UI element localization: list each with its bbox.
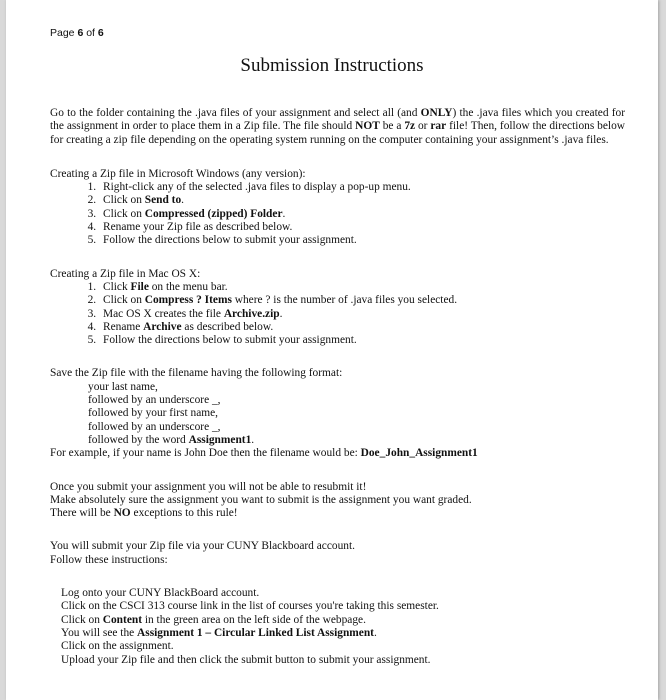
step-text: Right-click any of the selected .java files to display a pop-up menu. xyxy=(103,181,411,194)
bb-step: Click on the assignment. xyxy=(61,640,174,653)
step-text: as described below. xyxy=(181,320,274,333)
list-item xyxy=(99,281,625,294)
intro-paragraph xyxy=(50,107,625,147)
bb-step xyxy=(61,614,625,627)
document-body xyxy=(50,107,625,667)
bb-text: Click on xyxy=(61,613,103,626)
page-title: Submission Instructions xyxy=(240,55,424,76)
intro-text: file! Then, follow the directions below for creating a zip file depending on the operating system running on the computer containing your assignment’s .java files. xyxy=(50,120,626,146)
intro-bold: rar xyxy=(430,120,447,133)
submit-line: Follow these instructions: xyxy=(50,553,168,566)
step-text: Follow the directions below to submit your assignment. xyxy=(103,334,357,347)
naming-line: followed by your first name, xyxy=(88,407,219,420)
bb-text: . xyxy=(373,626,377,639)
naming-text: . xyxy=(251,433,255,446)
mac-steps xyxy=(50,281,625,347)
intro-text: Go to the folder containing the .java files of your assignment and select all (and xyxy=(50,107,421,119)
naming-line xyxy=(50,434,625,447)
page-number-total: 6 xyxy=(97,27,104,39)
page-number xyxy=(50,27,104,39)
bb-step: Click on the CSCI 313 course link in the list of courses you're taking this semester. xyxy=(61,600,439,613)
naming-heading: Save the Zip file with the filename having the following format: xyxy=(50,367,343,380)
page-number-prefix: Page xyxy=(50,27,78,39)
step-bold: Archive xyxy=(143,320,182,333)
intro-text: be a xyxy=(379,120,405,133)
example-filename: Doe_John_Assignment1 xyxy=(360,447,478,460)
step-text: Click on xyxy=(103,207,145,220)
warning-line: Make absolutely sure the assignment you want to submit is the assignment you want graded. xyxy=(50,493,472,506)
step-text: Rename your Zip file as described below. xyxy=(103,221,293,234)
list-item xyxy=(99,181,625,194)
list-item xyxy=(99,308,625,321)
step-text: . xyxy=(279,307,283,320)
step-text: where ? is the number of .java files you selected. xyxy=(231,294,458,307)
naming-line: your last name, xyxy=(88,380,158,393)
naming-line: followed by an underscore _, xyxy=(88,420,221,433)
step-text: Follow the directions below to submit your assignment. xyxy=(103,234,357,247)
step-text: Click on xyxy=(103,194,145,207)
windows-steps xyxy=(50,181,625,247)
step-bold: Send to xyxy=(144,194,182,207)
warning-text: exceptions to this rule! xyxy=(130,507,238,520)
intro-text: ) the .java files which you created for the assignment in order to place them in a Zip file. The file should xyxy=(50,107,625,133)
bb-step xyxy=(61,627,625,640)
bb-step: Log onto your CUNY BlackBoard account. xyxy=(61,587,260,600)
step-text: Rename xyxy=(103,320,144,333)
bb-bold: Content xyxy=(102,613,142,626)
document-page xyxy=(6,0,658,700)
intro-bold: NOT xyxy=(355,120,380,133)
step-bold: Compressed (zipped) Folder xyxy=(144,207,283,220)
bb-step: Upload your Zip file and then click the submit button to submit your assignment. xyxy=(61,653,431,666)
step-bold: File xyxy=(130,280,149,293)
naming-text: followed by the word xyxy=(88,433,189,446)
bb-bold: Assignment 1 – Circular Linked List Assignment xyxy=(137,626,374,639)
intro-text: or xyxy=(415,120,431,133)
mac-heading: Creating a Zip file in Mac OS X: xyxy=(50,267,201,280)
list-item xyxy=(99,334,625,347)
intro-bold: 7z xyxy=(404,120,416,133)
warning-text: There will be xyxy=(50,507,114,520)
list-item xyxy=(99,234,625,247)
step-bold: Archive.zip xyxy=(223,307,280,320)
bb-text: in the green area on the left side of the webpage. xyxy=(142,613,366,626)
list-item xyxy=(99,294,625,307)
step-text: on the menu bar. xyxy=(148,280,228,293)
example-text: For example, if your name is John Doe then the filename would be: xyxy=(50,447,361,460)
warning-line: Once you submit your assignment you will not be able to resubmit it! xyxy=(50,480,367,493)
intro-bold: ONLY xyxy=(420,107,453,119)
list-item xyxy=(99,194,625,207)
step-text: . xyxy=(181,194,185,207)
warning-bold: NO xyxy=(113,507,131,520)
naming-line: followed by an underscore _, xyxy=(88,394,221,407)
naming-example xyxy=(50,447,625,460)
step-text: Mac OS X creates the file xyxy=(103,307,224,320)
windows-heading: Creating a Zip file in Microsoft Windows (any version): xyxy=(50,167,306,180)
step-text: Click on xyxy=(103,294,145,307)
warning-line xyxy=(50,507,625,520)
step-text: . xyxy=(282,207,286,220)
page-number-sep: of xyxy=(83,27,98,39)
blackboard-steps xyxy=(50,587,625,667)
list-item xyxy=(99,208,625,221)
list-item xyxy=(99,321,625,334)
submit-line: You will submit your Zip file via your CUNY Blackboard account. xyxy=(50,540,355,553)
list-item xyxy=(99,221,625,234)
step-text: Click xyxy=(103,280,131,293)
step-bold: Compress ? Items xyxy=(144,294,232,307)
bb-text: You will see the xyxy=(61,626,138,639)
naming-bold: Assignment1 xyxy=(188,433,252,446)
page-number-current: 6 xyxy=(77,27,84,39)
